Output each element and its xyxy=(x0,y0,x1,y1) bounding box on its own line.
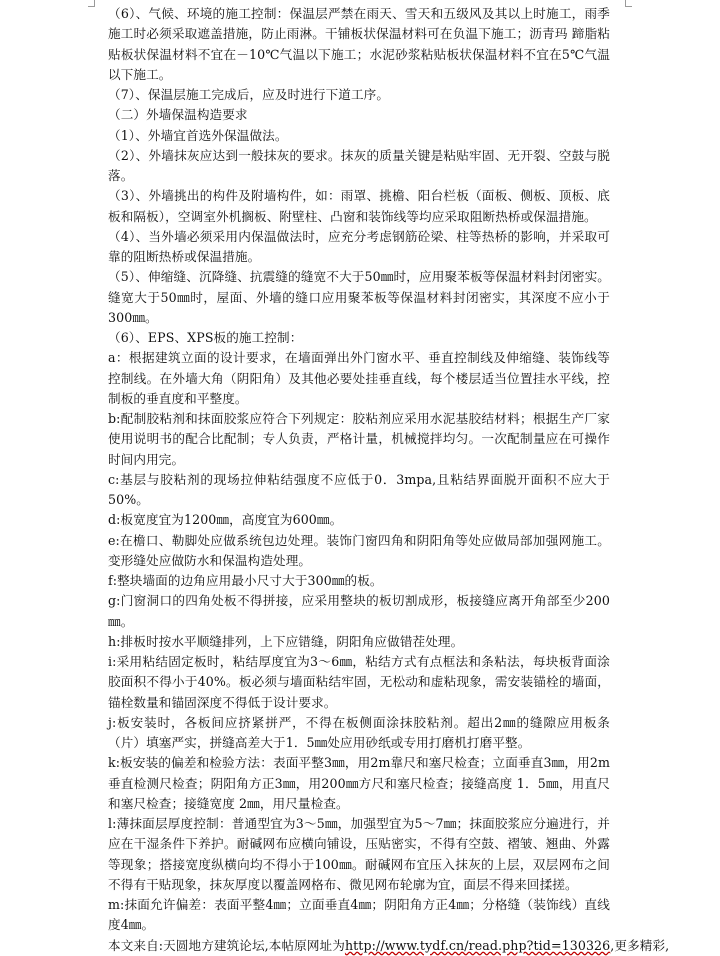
source-prefix: 本文来自:天圆地方建筑论坛,本帖原网址为 xyxy=(108,937,345,953)
list-item-d: d:板宽度宜为1200㎜，高度宜为600㎜。 xyxy=(108,512,343,528)
source-suffix: ,更多精彩, xyxy=(610,937,670,953)
paragraph-wall-3: （3）、外墙挑出的构件及附墙构件，如：雨罩、挑檐、阳台栏板（面板、侧板、顶板、底板和隔板），空调室外机搁板、附壁柱、凸窗和装饰线等均应采取阻断热桥或保温措施。 xyxy=(108,188,610,224)
paragraph-wall-5: （5）、伸缩缝、沉降缝、抗震缝的缝宽不大于50㎜时，应用聚苯板等保温材料封闭密实。缝宽大于50㎜时，屋面、外墙的缝口应用聚苯板等保温材料封闭密实，其深度不应小于300㎜。 xyxy=(108,269,610,325)
paragraph-wall-4: （4）、当外墙必须采用内保温做法时，应充分考虑钢筋砼梁、柱等热桥的影响，并采取可靠的阻断热桥或保温措施。 xyxy=(108,228,610,264)
list-item-f: f:整块墙面的边角应用最小尺寸大于300㎜的板。 xyxy=(108,573,383,588)
paragraph-climate-control: （6）、气候、环境的施工控制：保温层严禁在雨天、雪天和五级风及其以上时施工，雨季施工时必须采取遮盖措施，防止雨淋。干铺板状保温材料可在负温下施工；沥青玛 蹄脂粘贴板状保温材料不宜在－10℃气温以下施工；水泥砂浆粘贴板状保温材料不宜在5℃气温以下施工。 xyxy=(108,6,610,82)
list-item-g: g:门窗洞口的四角处板不得拼接，应采用整块的板切割成形，板接缝应离开角部至少200㎜。 xyxy=(108,593,610,629)
list-item-m: m:抹面允许偏差：表面平整4㎜；立面垂直4㎜；阴阳角方正4㎜；分格缝（装饰线）直线度4㎜。 xyxy=(108,897,610,933)
document-page xyxy=(108,4,670,956)
list-item-a: a：根据建筑立面的设计要求，在墙面弹出外门窗水平、垂直控制线及伸缩缝、装饰线等控制线。在外墙大角（阴阳角）及其他必要处挂垂直线，每个楼层适当位置挂水平线，控制板的垂直度和平整度。 xyxy=(108,350,610,406)
list-item-h: h:排板时按水平顺缝排列，上下应错缝，阴阳角应做错茬处理。 xyxy=(108,633,464,649)
list-item-e: e:在檐口、勒脚处应做系统包边处理。装饰门窗四角和阴阳角等处应做局部加强网施工。变形缝处应做防水和保温构造处理。 xyxy=(108,532,610,568)
crop-mark-top-right xyxy=(625,0,632,7)
paragraph-wall-2: （2）、外墙抹灰应达到一般抹灰的要求。抹灰的质量关键是粘贴牢固、无开裂、空鼓与脱落。 xyxy=(108,147,610,183)
source-note xyxy=(108,936,670,956)
list-item-i: i:采用粘结固定板时，粘结厚度宜为3～6㎜，粘结方式有点框法和条粘法，每块板背面涂胶面积不得小于40%。板必须与墙面粘结牢固，无松动和虚粘现象，需安装锚栓的墙面，锚栓数量和锚固深度不得低于设计要求。 xyxy=(108,654,610,710)
list-item-j: j:板安装时，各板间应挤紧拼严，不得在板侧面涂抹胶粘剂。超出2㎜的缝隙应用板条（片）填塞严实，拼缝高差大于1．5㎜处应用砂纸或专用打磨机打磨平整。 xyxy=(108,714,610,750)
paragraph-wall-1: （1）、外墙宜首选外保温做法。 xyxy=(108,127,288,143)
section-heading-wall-insulation: （二）外墙保温构造要求 xyxy=(108,107,248,123)
list-item-b: b:配制胶粘剂和抹面胶浆应符合下列规定：胶粘剂应采用水泥基胶结材料；根据生产厂家使用说明书的配合比配制；专人负责，严格计量，机械搅拌均匀。一次配制量应在可操作时间内用完。 xyxy=(108,411,610,467)
list-item-c: c:基层与胶粘剂的现场拉伸粘结强度不应低于0．3mpa,且粘结界面脱开面积不应大于50%。 xyxy=(108,471,610,507)
paragraph-next-process: （7）、保温层施工完成后，应及时进行下道工序。 xyxy=(108,87,390,102)
paragraph-eps-xps-heading: （6）、EPS、XPS板的施工控制： xyxy=(108,330,303,345)
list-item-k: k:板安装的偏差和检验方法：表面平整3㎜，用2m靠尺和塞尺检查；立面垂直3㎜，用2m垂直检测尺检查；阴阳角方正3㎜，用200㎜方尺和塞尺检查；接缝高度 1．5㎜，用直尺和塞尺检查；接缝宽度 2㎜，用尺量检查。 xyxy=(108,755,610,811)
source-url-link[interactable]: http://www.tydf.cn/read.php?tid=130326 xyxy=(344,937,611,953)
crop-mark-top-left xyxy=(88,0,95,7)
list-item-l: l:薄抹面层厚度控制：普通型宜为3～5㎜，加强型宜为5～7㎜；抹面胶浆应分遍进行，并应在干湿条件下养护。耐碱网布应横向铺设，压贴密实，不得有空鼓、褶皱、翘曲、外露等现象；搭接宽度纵横向均不得小于100㎜。耐碱网布宜压入抹灰的上层，双层网布之间不得有干贴现象，抹灰厚度以覆盖网格布、微见网布轮廓为宜，面层不得来回揉搓。 xyxy=(108,816,610,892)
